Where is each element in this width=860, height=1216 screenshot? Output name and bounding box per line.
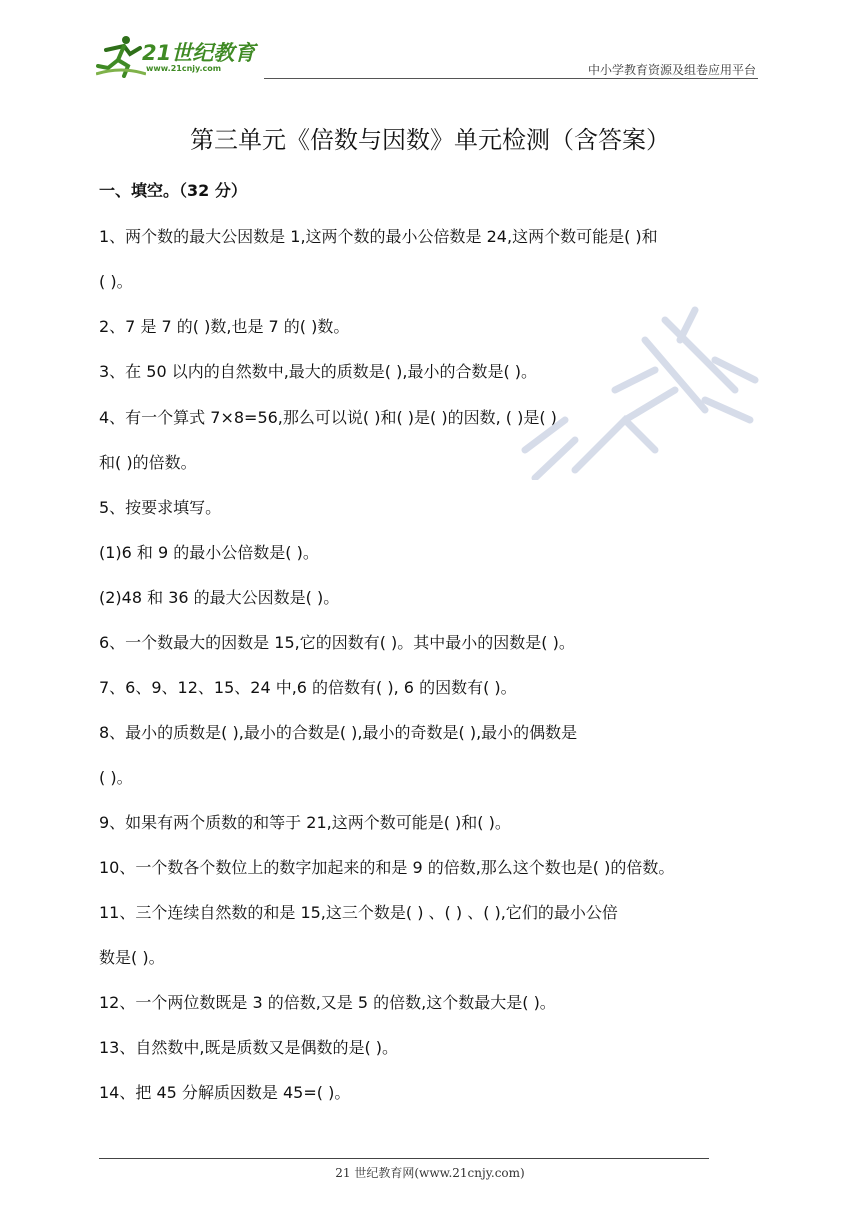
- question-line: 1、两个数的最大公因数是 1,这两个数的最小公倍数是 24,这两个数可能是( )和: [99, 227, 658, 246]
- question-line: 7、6、9、12、15、24 中,6 的倍数有( ), 6 的因数有( )。: [99, 678, 517, 697]
- question-line: 8、最小的质数是( ),最小的合数是( ),最小的奇数是( ),最小的偶数是: [99, 723, 578, 742]
- footer-divider: [99, 1158, 709, 1159]
- question-line: (1)6 和 9 的最小公倍数是( )。: [99, 543, 319, 562]
- question-line: 2、7 是 7 的( )数,也是 7 的( )数。: [99, 317, 350, 336]
- platform-tagline: 中小学教育资源及组卷应用平台: [587, 63, 756, 77]
- question-line: 5、按要求填写。: [99, 498, 222, 517]
- question-line: 14、把 45 分解质因数是 45=( )。: [99, 1083, 351, 1102]
- question-line: (2)48 和 36 的最大公因数是( )。: [99, 588, 340, 607]
- question-line: 12、一个两位数既是 3 的倍数,又是 5 的倍数,这个数最大是( )。: [99, 993, 556, 1012]
- question-line: 和( )的倍数。: [99, 453, 197, 472]
- question-line: 10、一个数各个数位上的数字加起来的和是 9 的倍数,那么这个数也是( )的倍数。: [99, 858, 675, 877]
- header-divider: [264, 78, 758, 79]
- page-footer: 21 世纪教育网(www.21cnjy.com): [335, 1166, 525, 1180]
- question-line: 11、三个连续自然数的和是 15,这三个数是( ) 、( ) 、( ),它们的最小公倍: [99, 903, 618, 922]
- runner-logo-icon: [96, 34, 146, 78]
- question-line: 3、在 50 以内的自然数中,最大的质数是( ),最小的合数是( )。: [99, 362, 538, 381]
- question-line: ( )。: [99, 272, 133, 291]
- logo-url: www.21cnjy.com: [146, 64, 222, 73]
- watermark-glyph-icon: [505, 300, 765, 480]
- question-line: 13、自然数中,既是质数又是偶数的是( )。: [99, 1038, 399, 1057]
- logo: [96, 34, 266, 78]
- section-heading: 一、填空。（32 分）: [99, 181, 247, 200]
- question-line: 数是( )。: [99, 948, 165, 967]
- watermark: [505, 300, 765, 480]
- question-line: 6、一个数最大的因数是 15,它的因数有( )。其中最小的因数是( )。: [99, 633, 575, 652]
- document-title: 第三单元《倍数与因数》单元检测（含答案）: [190, 126, 670, 154]
- question-line: ( )。: [99, 768, 133, 787]
- question-line: 9、如果有两个质数的和等于 21,这两个数可能是( )和( )。: [99, 813, 511, 832]
- logo-text: 21世纪教育: [142, 41, 256, 65]
- page-header: [96, 30, 758, 80]
- question-line: 4、有一个算式 7×8=56,那么可以说( )和( )是( )的因数, ( )是( ): [99, 408, 557, 427]
